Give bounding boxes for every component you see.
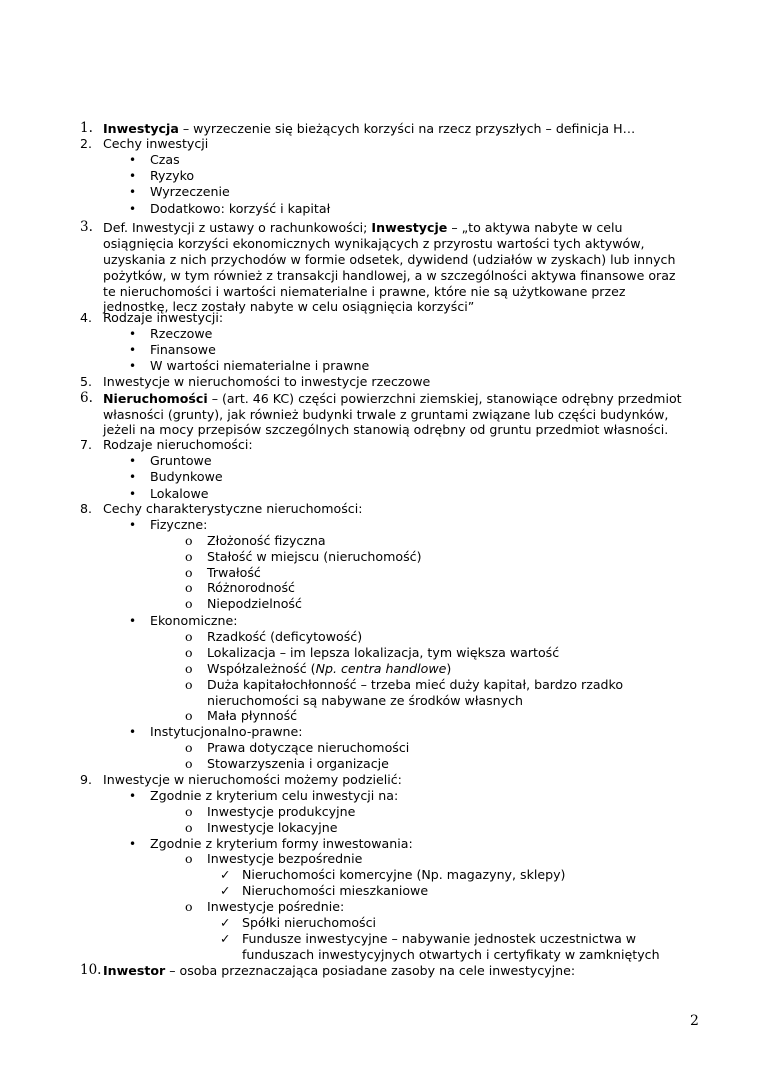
circle-bullet-icon: o [185,899,193,914]
text: ) [446,661,452,676]
list-item: Stowarzyszenia i organizacje [207,756,389,771]
item-9-text: Inwestycje w nieruchomości możemy podzielić: [103,772,402,787]
item-8-text: Cechy charakterystyczne nieruchomości: [103,501,363,516]
item-number: 10. [80,962,102,978]
list-item: Różnorodność [207,580,295,595]
text-line: jednostkę, lecz zostały nabyte w celu osiągnięcia korzyści” [103,299,475,314]
bullet-icon: • [129,518,137,532]
circle-bullet-icon: o [185,629,193,644]
bullet-icon: • [129,327,137,341]
list-item [207,661,451,677]
item-number: 9. [80,772,93,787]
example: Np. centra handlowe [315,661,447,676]
text-line: pożytków, w tym również z transakcji handlowej, a w szczególności aktywa finansowe oraz [103,268,676,283]
bullet-icon: • [129,789,137,803]
text-line: te nieruchomości i wartości niematerialne i prawne, które nie są użytkowane przez [103,284,626,299]
list-item: Zgodnie z kryterium formy inwestowania: [150,836,413,851]
list-item: Fundusze inwestycyjne – nabywanie jednostek uczestnictwa w [242,931,637,946]
list-item: Inwestycje lokacyjne [207,820,338,835]
circle-bullet-icon: o [185,661,193,676]
text-line: własności (grunty), jak również budynki trwale z gruntami związane lub części budynków, [103,407,669,422]
list-item: Instytucjonalno-prawne: [150,724,303,739]
text-line: funduszach inwestycyjnych otwartych i certyfikaty w zamkniętych [242,947,660,962]
list-item: Nieruchomości mieszkaniowe [242,883,429,898]
bullet-icon: • [129,185,137,199]
checkmark-icon: ✓ [220,883,231,898]
item-4-text: Rodzaje inwestycji: [103,310,224,325]
list-item: Gruntowe [150,453,212,468]
list-item: Ryzyko [150,168,195,183]
item-number: 4. [80,310,93,325]
page-number: 2 [690,1013,699,1029]
item-number: 3. [80,219,93,235]
text: – „to aktywa nabyte w celu [447,220,623,235]
circle-bullet-icon: o [185,851,193,866]
term: Inwestor [103,963,166,978]
list-item: Duża kapitałochłonność – trzeba mieć duży kapitał, bardzo rzadko [207,677,624,692]
item-10-text [103,963,575,979]
text-line: uzyskania z nich przychodów w formie odsetek, dywidend (udziałów w zyskach) lub innych [103,252,676,267]
definition: – osoba przeznaczająca posiadane zasoby na cele inwestycyjne: [165,963,576,978]
item-number: 7. [80,437,93,452]
item-number: 6. [80,390,93,406]
circle-bullet-icon: o [185,580,193,595]
item-7-text: Rodzaje nieruchomości: [103,437,253,452]
definition: – wyrzeczenie się bieżących korzyści na rzecz przyszłych – definicja H… [178,121,636,136]
list-item: Dodatkowo: korzyść i kapitał [150,201,331,216]
list-item: Lokalizacja – im lepsza lokalizacja, tym większa wartość [207,645,560,660]
item-2-text: Cechy inwestycji [103,136,209,151]
checkmark-icon: ✓ [220,931,231,946]
bullet-icon: • [129,454,137,468]
term: Inwestycje [371,220,448,235]
list-item: Mała płynność [207,708,298,723]
list-item: Inwestycje bezpośrednie [207,851,363,866]
list-item: Niepodzielność [207,596,302,611]
circle-bullet-icon: o [185,565,193,580]
bullet-icon: • [129,470,137,484]
bullet-icon: • [129,614,137,628]
item-3-text [103,220,623,236]
item-number: 2. [80,136,93,151]
list-item: Czas [150,152,180,167]
bullet-icon: • [129,487,137,501]
circle-bullet-icon: o [185,708,193,723]
list-item: Fizyczne: [150,517,208,532]
circle-bullet-icon: o [185,645,193,660]
term: Inwestycja [103,121,179,136]
list-item: Trwałość [207,565,261,580]
text-line: osiągnięcia korzyści ekonomicznych wynikających z przyrostu wartości tych aktywów, [103,236,645,251]
term: Nieruchomości [103,391,208,406]
circle-bullet-icon: o [185,533,193,548]
list-item: Zgodnie z kryterium celu inwestycji na: [150,788,399,803]
list-item: Inwestycje produkcyjne [207,804,356,819]
circle-bullet-icon: o [185,549,193,564]
list-item: Finansowe [150,342,216,357]
list-item: Nieruchomości komercyjne (Np. magazyny, sklepy) [242,867,566,882]
text-line: nieruchomości są nabywane ze środków własnych [207,693,524,708]
item-6-text [103,391,682,407]
item-number: 5. [80,374,93,389]
item-number: 8. [80,501,93,516]
list-item: W wartości niematerialne i prawne [150,358,370,373]
list-item: Rzadkość (deficytowość) [207,629,363,644]
bullet-icon: • [129,359,137,373]
list-item: Stałość w miejscu (nieruchomość) [207,549,422,564]
circle-bullet-icon: o [185,677,193,692]
list-item: Lokalowe [150,486,209,501]
list-item: Inwestycje pośrednie: [207,899,345,914]
list-item: Wyrzeczenie [150,184,230,199]
circle-bullet-icon: o [185,740,193,755]
list-item: Rzeczowe [150,326,213,341]
circle-bullet-icon: o [185,756,193,771]
list-item: Prawa dotyczące nieruchomości [207,740,410,755]
bullet-icon: • [129,153,137,167]
circle-bullet-icon: o [185,596,193,611]
circle-bullet-icon: o [185,820,193,835]
bullet-icon: • [129,202,137,216]
bullet-icon: • [129,725,137,739]
bullet-icon: • [129,169,137,183]
text: Def. Inwestycji z ustawy o rachunkowości; [103,220,372,235]
item-1-text [103,121,635,137]
circle-bullet-icon: o [185,804,193,819]
text: Współzależność ( [207,661,316,676]
list-item: Budynkowe [150,469,223,484]
list-item: Złożoność fizyczna [207,533,326,548]
list-item: Ekonomiczne: [150,613,238,628]
bullet-icon: • [129,837,137,851]
list-item: Spółki nieruchomości [242,915,377,930]
bullet-icon: • [129,343,137,357]
checkmark-icon: ✓ [220,915,231,930]
text: – (art. 46 KC) części powierzchni ziemskiej, stanowiące odrębny przedmiot [207,391,682,406]
item-number: 1. [80,120,93,136]
item-5-text: Inwestycje w nieruchomości to inwestycje rzeczowe [103,374,431,389]
checkmark-icon: ✓ [220,867,231,882]
text-line: jeżeli na mocy przepisów szczególnych stanowią odrębny od gruntu przedmiot własności. [103,422,669,437]
